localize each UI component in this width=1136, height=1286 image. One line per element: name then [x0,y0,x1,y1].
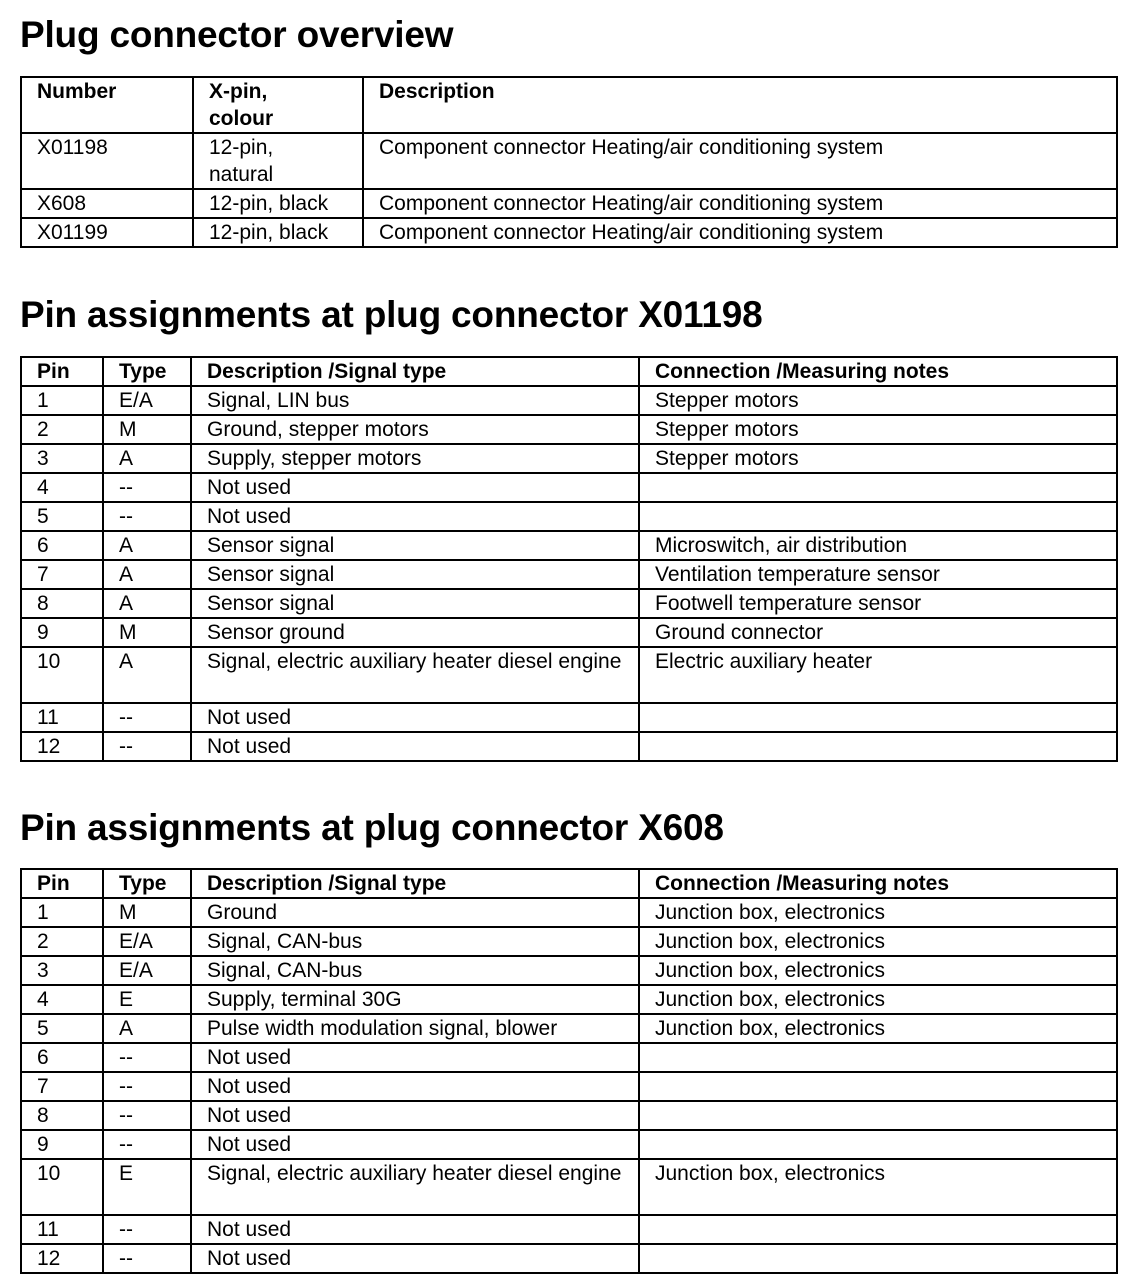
cell-description: Supply, stepper motors [191,444,639,473]
cell-pin: 5 [21,502,103,531]
x608-title: Pin assignments at plug connector X608 [20,807,724,848]
cell-xpin-line2: natural [209,163,274,186]
cell-type: E/A [103,386,191,415]
cell-description: Component connector Heating/air conditioning system [363,133,1117,189]
cell-pin: 10 [21,647,103,703]
table-row [21,386,1117,415]
table-row [21,502,1117,531]
cell-description: Supply, terminal 30G [191,985,639,1014]
cell-pin: 4 [21,473,103,502]
cell-pin: 8 [21,1101,103,1130]
x01198-pin-table [20,356,1118,762]
cell-description: Signal, CAN-bus [191,956,639,985]
table-header-row [21,357,1117,386]
cell-xpin: 12-pin, black [193,189,363,218]
cell-type: M [103,415,191,444]
cell-type: -- [103,703,191,732]
x01198-title: Pin assignments at plug connector X01198 [20,294,763,335]
table-row [21,444,1117,473]
cell-connection: Footwell temperature sensor [639,589,1117,618]
cell-pin: 11 [21,703,103,732]
header-connection: Connection /Measuring notes [639,869,1117,898]
cell-type: -- [103,1043,191,1072]
cell-connection [639,1244,1117,1273]
cell-connection [639,1130,1117,1159]
cell-pin: 7 [21,560,103,589]
cell-type: -- [103,1244,191,1273]
cell-description: Sensor signal [191,560,639,589]
cell-connection: Junction box, electronics [639,1014,1117,1043]
table-row [21,1159,1117,1215]
cell-description: Signal, LIN bus [191,386,639,415]
x608-rows [21,898,1117,1273]
table-row [21,1244,1117,1273]
cell-connection: Junction box, electronics [639,898,1117,927]
cell-connection: Junction box, electronics [639,1159,1117,1215]
cell-description: Pulse width modulation signal, blower [191,1014,639,1043]
cell-description: Component connector Heating/air conditioning system [363,189,1117,218]
cell-connection [639,732,1117,761]
cell-number: X01198 [21,133,193,189]
cell-pin: 8 [21,589,103,618]
cell-number: X608 [21,189,193,218]
cell-type: A [103,531,191,560]
cell-pin: 10 [21,1159,103,1215]
cell-pin: 11 [21,1215,103,1244]
cell-type: A [103,560,191,589]
table-row [21,732,1117,761]
cell-pin: 2 [21,927,103,956]
cell-type: -- [103,502,191,531]
cell-description: Ground [191,898,639,927]
table-row [21,703,1117,732]
header-xpin-line2: colour [209,107,274,130]
header-xpin-line1: X-pin, [209,80,268,103]
cell-connection: Stepper motors [639,444,1117,473]
header-type: Type [103,357,191,386]
cell-xpin: 12-pin, black [193,218,363,247]
overview-table [20,76,1118,248]
cell-type: E [103,985,191,1014]
cell-pin: 9 [21,618,103,647]
cell-description: Not used [191,1072,639,1101]
cell-description: Component connector Heating/air conditioning system [363,218,1117,247]
cell-pin: 1 [21,898,103,927]
header-connection: Connection /Measuring notes [639,357,1117,386]
cell-pin: 6 [21,531,103,560]
header-pin: Pin [21,357,103,386]
cell-description: Ground, stepper motors [191,415,639,444]
cell-pin: 7 [21,1072,103,1101]
table-row [21,1014,1117,1043]
cell-type: -- [103,1101,191,1130]
table-row [21,647,1117,703]
cell-number: X01199 [21,218,193,247]
cell-connection: Junction box, electronics [639,927,1117,956]
cell-connection: Electric auxiliary heater [639,647,1117,703]
cell-connection: Junction box, electronics [639,956,1117,985]
overview-title: Plug connector overview [20,14,454,55]
table-row [21,956,1117,985]
table-row [21,473,1117,502]
cell-xpin-line1: 12-pin, [209,136,274,159]
cell-description: Not used [191,473,639,502]
cell-type: -- [103,1130,191,1159]
table-row [21,985,1117,1014]
cell-type: E/A [103,927,191,956]
cell-pin: 4 [21,985,103,1014]
cell-description: Signal, electric auxiliary heater diesel engine [191,1159,639,1215]
cell-type: E [103,1159,191,1215]
x608-pin-table [20,868,1118,1274]
cell-description: Signal, CAN-bus [191,927,639,956]
table-row [21,927,1117,956]
table-row [21,898,1117,927]
cell-description: Sensor signal [191,589,639,618]
table-row [21,560,1117,589]
cell-connection [639,502,1117,531]
cell-type: E/A [103,956,191,985]
cell-description: Not used [191,1130,639,1159]
cell-connection [639,473,1117,502]
cell-connection: Ventilation temperature sensor [639,560,1117,589]
table-header-row [21,869,1117,898]
cell-description: Not used [191,703,639,732]
x01198-rows [21,386,1117,761]
cell-pin: 3 [21,444,103,473]
cell-type: A [103,647,191,703]
cell-type: -- [103,473,191,502]
table-row [21,1101,1117,1130]
cell-type: -- [103,1072,191,1101]
cell-connection: Microswitch, air distribution [639,531,1117,560]
cell-description: Not used [191,1101,639,1130]
cell-pin: 12 [21,732,103,761]
header-type: Type [103,869,191,898]
table-row [21,589,1117,618]
header-description: Description /Signal type [191,357,639,386]
cell-type: -- [103,732,191,761]
cell-connection [639,703,1117,732]
cell-type: -- [103,1215,191,1244]
cell-description: Not used [191,502,639,531]
cell-pin: 12 [21,1244,103,1273]
cell-description: Sensor signal [191,531,639,560]
cell-description: Not used [191,1244,639,1273]
cell-connection: Stepper motors [639,415,1117,444]
cell-connection [639,1072,1117,1101]
cell-description: Not used [191,1215,639,1244]
cell-description: Sensor ground [191,618,639,647]
cell-description: Signal, electric auxiliary heater diesel engine [191,647,639,703]
cell-description: Not used [191,732,639,761]
table-row [21,133,1117,189]
table-row [21,189,1117,218]
cell-description: Not used [191,1043,639,1072]
cell-pin: 2 [21,415,103,444]
cell-pin: 9 [21,1130,103,1159]
cell-type: A [103,444,191,473]
cell-xpin [193,133,363,189]
table-row [21,618,1117,647]
table-row [21,1043,1117,1072]
table-row [21,1215,1117,1244]
cell-pin: 3 [21,956,103,985]
cell-connection: Ground connector [639,618,1117,647]
cell-pin: 5 [21,1014,103,1043]
header-xpin-colour [193,77,363,133]
cell-type: A [103,1014,191,1043]
cell-connection [639,1043,1117,1072]
cell-connection: Junction box, electronics [639,985,1117,1014]
cell-type: M [103,618,191,647]
table-row [21,218,1117,247]
header-description: Description /Signal type [191,869,639,898]
table-row [21,1072,1117,1101]
header-description: Description [363,77,1117,133]
cell-connection [639,1101,1117,1130]
table-header-row [21,77,1117,133]
cell-connection [639,1215,1117,1244]
header-number: Number [21,77,193,133]
cell-type: M [103,898,191,927]
cell-type: A [103,589,191,618]
table-row [21,1130,1117,1159]
cell-pin: 1 [21,386,103,415]
cell-connection: Stepper motors [639,386,1117,415]
table-row [21,415,1117,444]
cell-pin: 6 [21,1043,103,1072]
table-row [21,531,1117,560]
header-pin: Pin [21,869,103,898]
